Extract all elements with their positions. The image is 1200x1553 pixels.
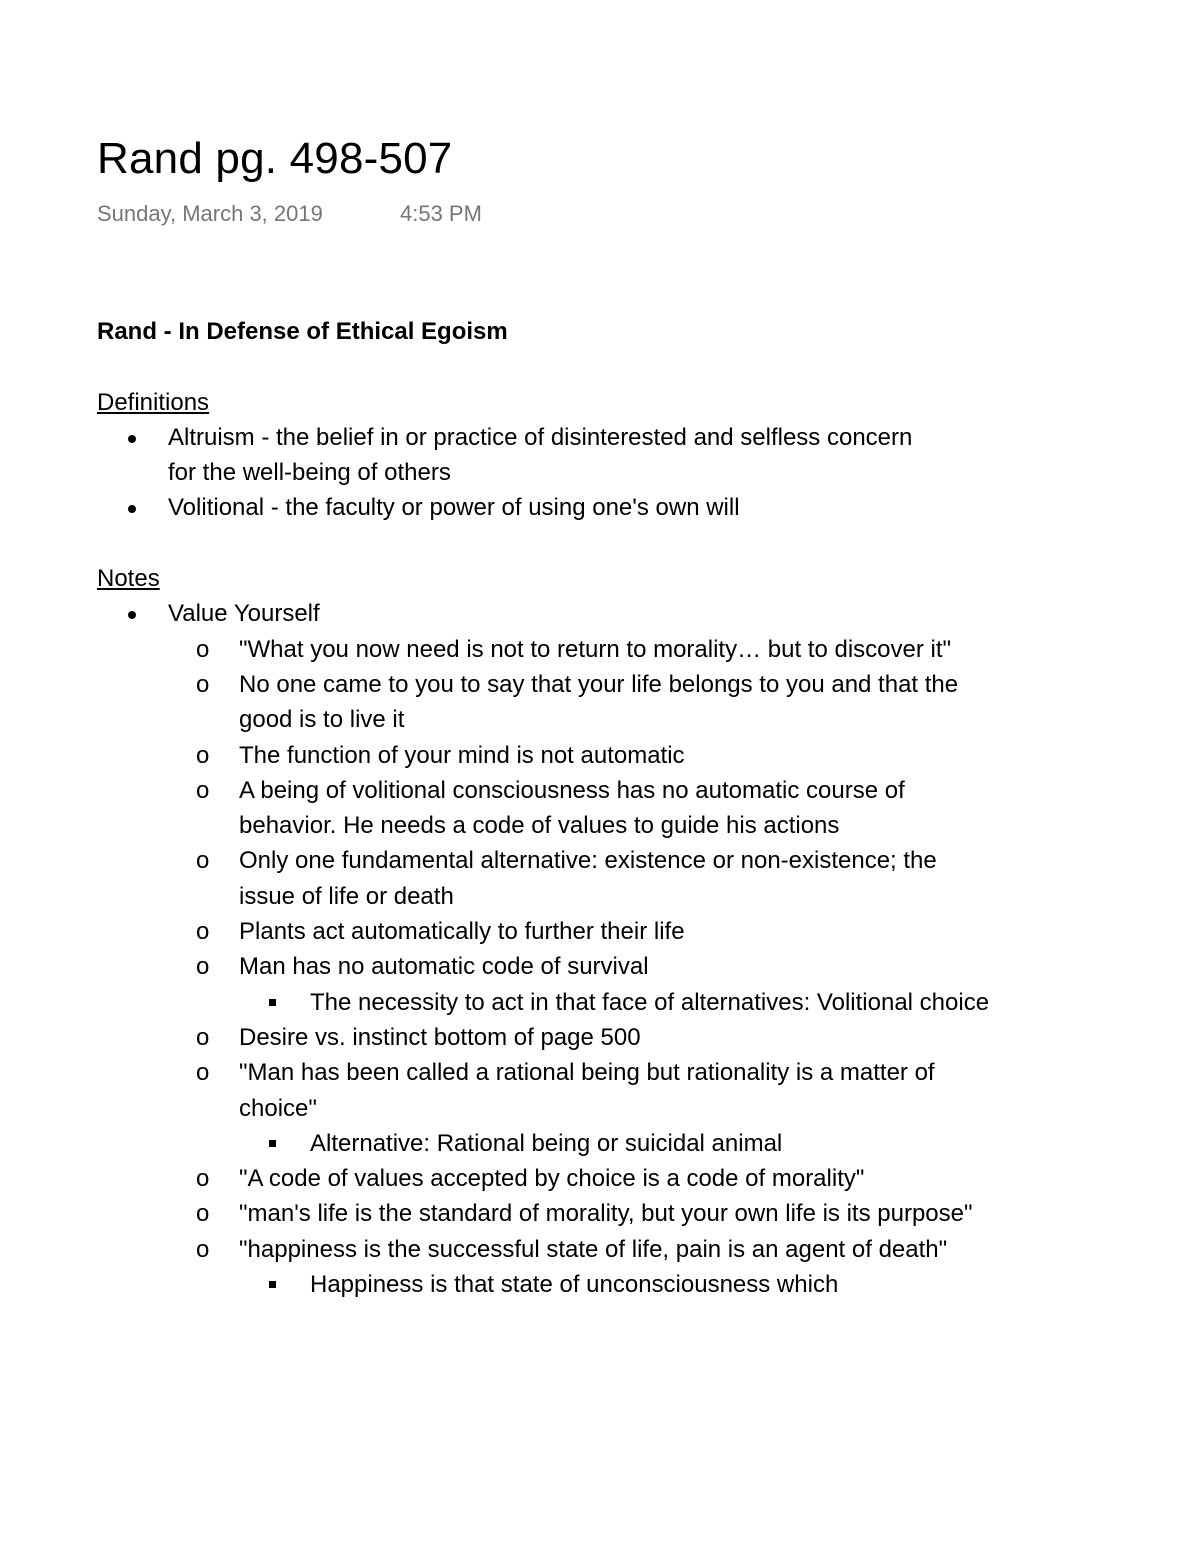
- bullet-o-icon: o: [196, 1200, 210, 1228]
- definitions-list: [97, 420, 997, 526]
- bullet-o-icon: o: [196, 847, 210, 875]
- bullet-o-icon: o: [196, 741, 210, 769]
- definitions-label: Definitions: [97, 388, 210, 416]
- square-bullet-icon: [269, 999, 276, 1006]
- list-item: Value Yourself o "What you now need is not to return to morality… but to discover it" o No one came to you to say that your life belongs to you and that the good is to live it o The function of your mind is not automatic o A being of volitional consciousness has no automatic course of behavior. He needs a code of values to guide his actions o Only one fundamental alternative: existence or non-existence; the issue of life or death o Plants act automatically to further their life o Man has no automatic code of survival The necessity to act in that face of alternatives: Volitional choice o Desire vs. instinct bottom of page 500 o "Man has been called a rational being but rationality is a matter of choice" Alternative: Rational being or suicidal animal o "A code of values accepted by choice is a code of morality" o "man's life is the standard of morality, but your own life is its purpose" o "happiness is the successful state of life, pain is an agent of death" Happiness is that state of unconsciousness which: [97, 596, 997, 1302]
- list-item: o Desire vs. instinct bottom of page 500: [168, 1020, 997, 1055]
- list-item: o A being of volitional consciousness has no automatic course of behavior. He needs a code of values to guide his actions: [168, 773, 997, 844]
- note-body: [97, 314, 997, 1302]
- list-item: o "Man has been called a rational being but rationality is a matter of choice" Alternative: Rational being or suicidal animal: [168, 1055, 997, 1161]
- section-heading: Rand - In Defense of Ethical Egoism: [97, 318, 508, 345]
- list-item: Volitional - the faculty or power of using one's own will: [97, 490, 997, 525]
- bullet-icon: [128, 505, 136, 513]
- bullet-o-icon: o: [196, 1023, 210, 1051]
- list-item: o Plants act automatically to further their life: [168, 914, 997, 949]
- bullet-o-icon: o: [196, 1165, 210, 1193]
- list-item: o The function of your mind is not automatic: [168, 738, 997, 773]
- note-timestamp: [97, 199, 482, 229]
- list-item: o "A code of values accepted by choice is a code of morality": [168, 1161, 997, 1196]
- list-item: Alternative: Rational being or suicidal animal: [239, 1126, 997, 1161]
- bullet-o-icon: o: [196, 635, 210, 663]
- square-bullet-icon: [269, 1281, 276, 1288]
- notes-subsublist: [239, 1267, 997, 1302]
- notes-subsublist: [239, 1126, 997, 1161]
- list-item: o "man's life is the standard of morality, but your own life is its purpose": [168, 1196, 997, 1231]
- list-item: o Only one fundamental alternative: existence or non-existence; the issue of life or death: [168, 843, 997, 914]
- bullet-o-icon: o: [196, 670, 210, 698]
- bullet-icon: [128, 611, 136, 619]
- note-date: Sunday, March 3, 2019: [97, 201, 323, 226]
- note-time: 4:53 PM: [400, 201, 482, 226]
- square-bullet-icon: [269, 1140, 276, 1147]
- list-item: The necessity to act in that face of alternatives: Volitional choice: [239, 985, 997, 1020]
- page-title: Rand pg. 498-507: [97, 134, 453, 183]
- notes-label: Notes: [97, 565, 160, 593]
- notes-sublist: [168, 632, 997, 1303]
- bullet-o-icon: o: [196, 953, 210, 981]
- bullet-icon: [128, 435, 136, 443]
- list-item: o No one came to you to say that your life belongs to you and that the good is to live it: [168, 667, 997, 738]
- bullet-o-icon: o: [196, 1235, 210, 1263]
- list-item: o Man has no automatic code of survival The necessity to act in that face of alternatives: Volitional choice: [168, 949, 997, 1020]
- notes-subsublist: [239, 985, 997, 1020]
- list-item: Altruism - the belief in or practice of disinterested and selfless concern for the well-being of others: [97, 420, 997, 491]
- list-item: o "happiness is the successful state of life, pain is an agent of death" Happiness is that state of unconsciousness which: [168, 1232, 997, 1303]
- bullet-o-icon: o: [196, 1059, 210, 1087]
- list-item: o "What you now need is not to return to morality… but to discover it": [168, 632, 997, 667]
- bullet-o-icon: o: [196, 776, 210, 804]
- notes-list: [97, 596, 997, 1302]
- bullet-o-icon: o: [196, 918, 210, 946]
- list-item: Happiness is that state of unconsciousness which: [239, 1267, 997, 1302]
